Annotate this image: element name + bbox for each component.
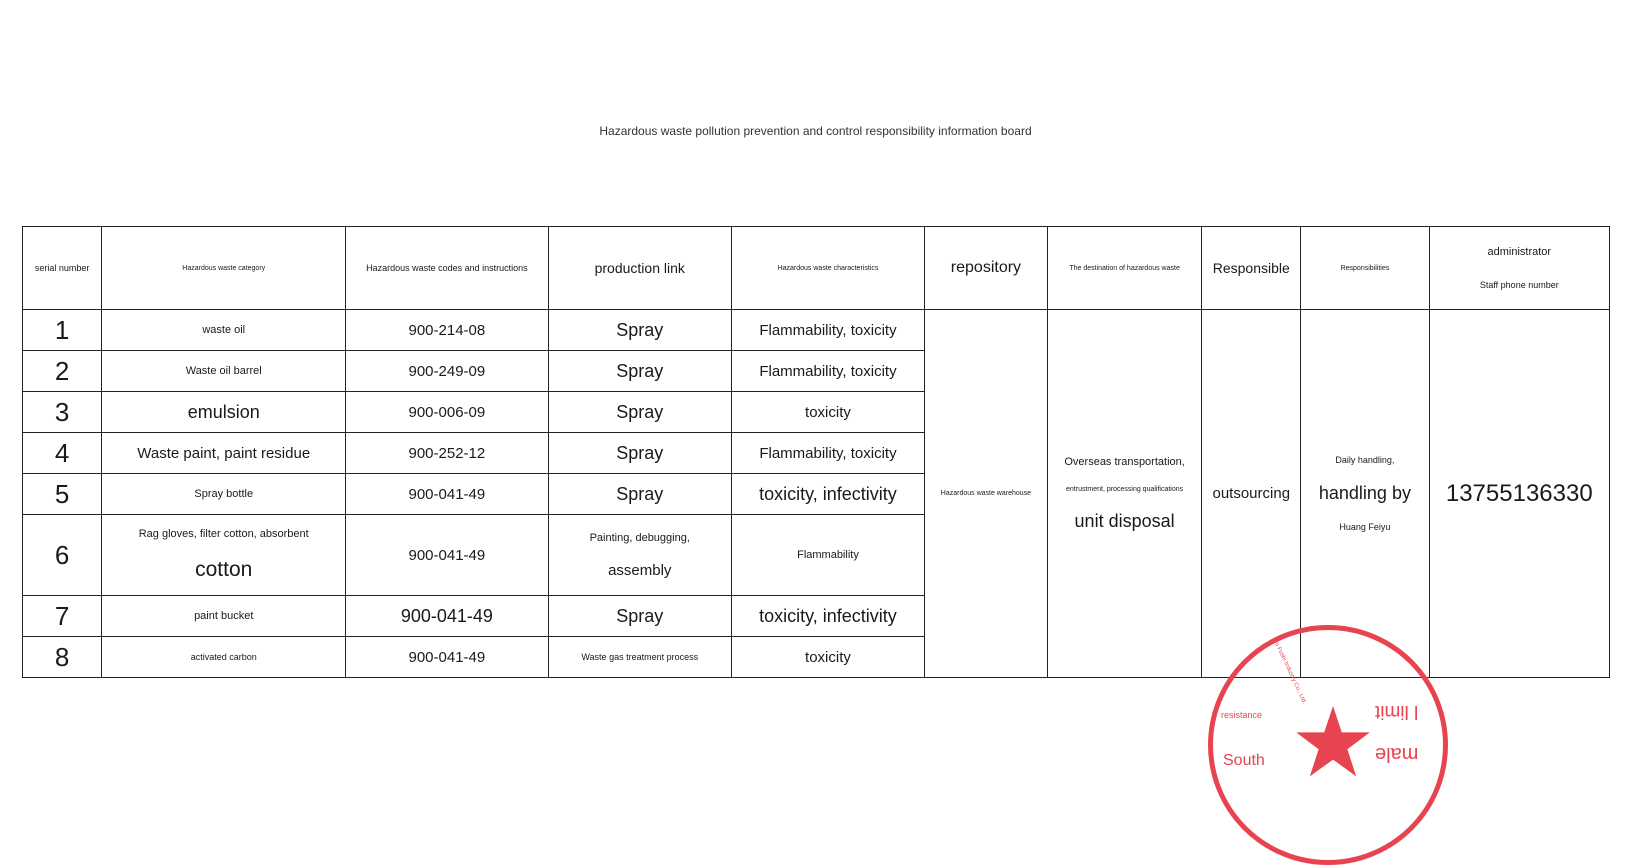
serial-cell: 3 [23,392,102,433]
production-cell: Spray [548,310,732,351]
header-repository: repository [924,227,1047,310]
phone-cell: 13755136330 [1429,310,1609,678]
production-cell: Spray [548,474,732,515]
category-cell: paint bucket [102,596,346,637]
company-seal [1208,625,1448,865]
production-cell [548,515,732,596]
production-cell: Spray [548,596,732,637]
header-production: production link [548,227,732,310]
repository-cell: Hazardous waste warehouse [924,310,1047,678]
category-cell: emulsion [102,392,346,433]
header-responsibilities: Responsibilities [1301,227,1429,310]
header-administrator [1429,227,1609,310]
production-cell: Waste gas treatment process [548,637,732,678]
production-cell: Spray [548,392,732,433]
code-cell: 900-041-49 [346,515,548,596]
code-cell: 900-041-49 [346,474,548,515]
category-cell: Waste oil barrel [102,351,346,392]
category-cell: activated carbon [102,637,346,678]
code-cell: 900-249-09 [346,351,548,392]
header-destination: The destination of hazardous waste [1047,227,1201,310]
seal-text-limit: l limit [1374,701,1418,722]
category-line2: cotton [195,558,253,581]
characteristics-cell: Flammability, toxicity [732,351,925,392]
header-row [23,227,1610,310]
code-cell: 900-214-08 [346,310,548,351]
code-cell: 900-041-49 [346,637,548,678]
seal-star-icon [1293,702,1373,782]
serial-cell: 7 [23,596,102,637]
category-cell [102,515,346,596]
category-line1: Rag gloves, filter cotton, absorbent [138,528,309,540]
characteristics-cell: toxicity, infectivity [732,474,925,515]
board-title: Hazardous waste pollution prevention and control responsibility information board [599,124,1032,138]
characteristics-cell: Flammability [732,515,925,596]
serial-cell: 4 [23,433,102,474]
characteristics-cell: toxicity, infectivity [732,596,925,637]
code-cell: 900-252-12 [346,433,548,474]
seal-company-arc: Pu Fushi Industry Co., Ltd. [1271,638,1308,705]
header-codes: Hazardous waste codes and instructions [346,227,548,310]
header-responsible: Responsible [1202,227,1301,310]
characteristics-cell: toxicity [732,392,925,433]
header-characteristics: Hazardous waste characteristics [732,227,925,310]
code-cell: 900-041-49 [346,596,548,637]
destination-line1: Overseas transportation, [1064,455,1185,468]
destination-line3: unit disposal [1074,510,1175,531]
characteristics-cell: Flammability, toxicity [732,310,925,351]
waste-info-table [22,226,1610,678]
serial-cell: 6 [23,515,102,596]
serial-cell: 8 [23,637,102,678]
responsibilities-line2: handling by [1318,483,1411,503]
characteristics-cell: toxicity [732,637,925,678]
seal-text-south: South [1223,752,1265,769]
responsibilities-cell [1301,310,1429,678]
header-administrator-label: administrator [1487,246,1552,258]
destination-line2: entrustment, processing qualifications [1066,485,1184,493]
responsibilities-line3: Huang Feiyu [1339,522,1391,532]
code-cell: 900-006-09 [346,392,548,433]
seal-text-male: male [1374,743,1418,765]
production-line1: Painting, debugging, [589,531,690,544]
production-cell: Spray [548,433,732,474]
serial-cell: 5 [23,474,102,515]
seal-text-resistance: resistance [1221,710,1263,720]
destination-cell [1047,310,1201,678]
serial-cell: 1 [23,310,102,351]
serial-cell: 2 [23,351,102,392]
category-cell: Waste paint, paint residue [102,433,346,474]
header-phone-label: Staff phone number [1479,280,1559,290]
category-cell: waste oil [102,310,346,351]
category-cell: Spray bottle [102,474,346,515]
header-serial: serial number [23,227,102,310]
responsibilities-line1: Daily handling, [1335,455,1395,465]
header-category: Hazardous waste category [102,227,346,310]
characteristics-cell: Flammability, toxicity [732,433,925,474]
responsible-cell: outsourcing [1202,310,1301,678]
table-row [23,310,1610,351]
production-cell: Spray [548,351,732,392]
production-line2: assembly [608,561,672,579]
